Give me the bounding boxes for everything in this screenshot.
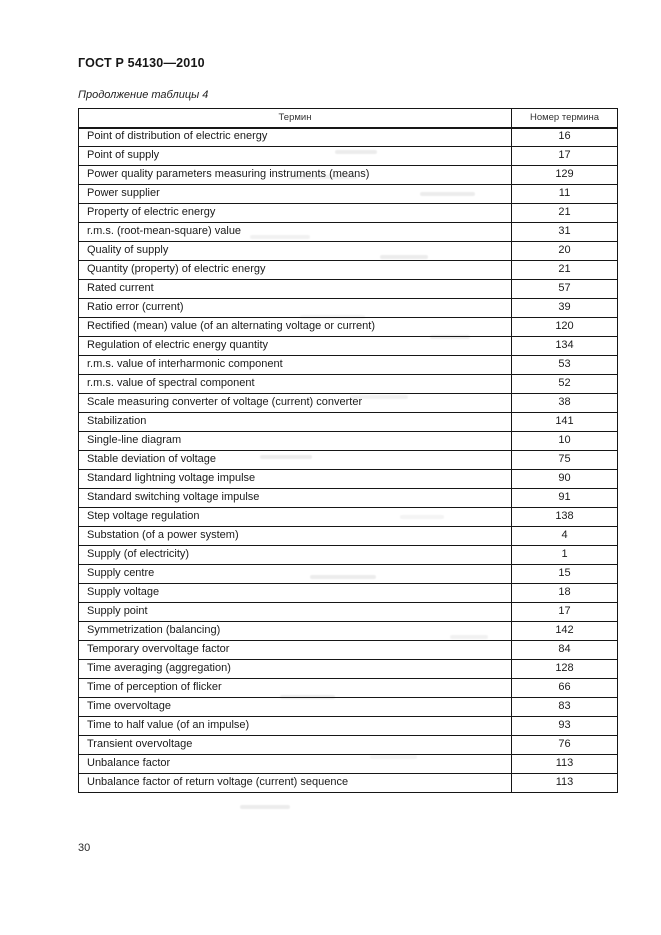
page-number: 30 (78, 842, 91, 854)
term-cell: Scale measuring converter of voltage (current) converter (79, 394, 512, 413)
term-number-cell: 15 (512, 565, 618, 584)
table-row (79, 394, 618, 413)
term-number-cell: 21 (512, 261, 618, 280)
term-cell: Supply voltage (79, 584, 512, 603)
document-header: ГОСТ Р 54130—2010 (78, 56, 205, 70)
table-row (79, 261, 618, 280)
table-row (79, 166, 618, 185)
term-number-cell: 52 (512, 375, 618, 394)
term-number-cell: 10 (512, 432, 618, 451)
term-cell: Time to half value (of an impulse) (79, 717, 512, 736)
table-row (79, 660, 618, 679)
term-number-cell: 84 (512, 641, 618, 660)
term-number-cell: 11 (512, 185, 618, 204)
term-cell: r.m.s. value of interharmonic component (79, 356, 512, 375)
term-cell: Symmetrization (balancing) (79, 622, 512, 641)
table-caption: Продолжение таблицы 4 (78, 89, 209, 101)
term-number-cell: 75 (512, 451, 618, 470)
table-row (79, 223, 618, 242)
term-cell: Time overvoltage (79, 698, 512, 717)
term-number-cell: 138 (512, 508, 618, 527)
term-number-cell: 16 (512, 128, 618, 147)
term-number-cell: 20 (512, 242, 618, 261)
term-number-cell: 38 (512, 394, 618, 413)
table-row (79, 546, 618, 565)
term-number-cell: 113 (512, 755, 618, 774)
table-row (79, 128, 618, 147)
table-row (79, 375, 618, 394)
term-cell: Stable deviation of voltage (79, 451, 512, 470)
term-cell: Quantity (property) of electric energy (79, 261, 512, 280)
term-number-cell: 39 (512, 299, 618, 318)
table-row (79, 527, 618, 546)
table-row (79, 204, 618, 223)
term-cell: Temporary overvoltage factor (79, 641, 512, 660)
term-number-cell: 53 (512, 356, 618, 375)
term-cell: Supply (of electricity) (79, 546, 512, 565)
term-number-cell: 17 (512, 603, 618, 622)
table-row (79, 565, 618, 584)
term-cell: Time averaging (aggregation) (79, 660, 512, 679)
term-number-cell: 129 (512, 166, 618, 185)
term-cell: Property of electric energy (79, 204, 512, 223)
table-row (79, 337, 618, 356)
term-cell: Standard lightning voltage impulse (79, 470, 512, 489)
table-row (79, 603, 618, 622)
table-row (79, 451, 618, 470)
term-number-cell: 120 (512, 318, 618, 337)
table-row (79, 584, 618, 603)
term-number-cell: 93 (512, 717, 618, 736)
term-number-cell: 142 (512, 622, 618, 641)
term-cell: Power supplier (79, 185, 512, 204)
term-number-cell: 57 (512, 280, 618, 299)
term-cell: Unbalance factor of return voltage (current) sequence (79, 774, 512, 793)
term-number-cell: 83 (512, 698, 618, 717)
term-cell: Stabilization (79, 413, 512, 432)
term-cell: Supply point (79, 603, 512, 622)
table-row (79, 299, 618, 318)
term-cell: Rated current (79, 280, 512, 299)
table-row (79, 622, 618, 641)
table-row (79, 736, 618, 755)
term-cell: Time of perception of flicker (79, 679, 512, 698)
term-number-cell: 141 (512, 413, 618, 432)
table-row (79, 470, 618, 489)
table-row (79, 755, 618, 774)
table-row (79, 147, 618, 166)
term-cell: Standard switching voltage impulse (79, 489, 512, 508)
term-number-cell: 76 (512, 736, 618, 755)
term-cell: Unbalance factor (79, 755, 512, 774)
table-row (79, 508, 618, 527)
term-cell: Regulation of electric energy quantity (79, 337, 512, 356)
term-number-cell: 21 (512, 204, 618, 223)
table-row (79, 641, 618, 660)
term-number-cell: 18 (512, 584, 618, 603)
table-row (79, 489, 618, 508)
term-number-cell: 66 (512, 679, 618, 698)
term-number-cell: 4 (512, 527, 618, 546)
term-cell: Power quality parameters measuring instruments (means) (79, 166, 512, 185)
term-number-cell: 134 (512, 337, 618, 356)
table-row (79, 413, 618, 432)
term-number-cell: 90 (512, 470, 618, 489)
table-row (79, 432, 618, 451)
term-cell: Rectified (mean) value (of an alternating voltage or current) (79, 318, 512, 337)
table-row (79, 698, 618, 717)
table-row (79, 679, 618, 698)
term-cell: Ratio error (current) (79, 299, 512, 318)
term-number-cell: 31 (512, 223, 618, 242)
table-body (79, 128, 618, 793)
table-row (79, 242, 618, 261)
table-header-row (79, 109, 618, 128)
term-cell: r.m.s. value of spectral component (79, 375, 512, 394)
term-cell: Single-line diagram (79, 432, 512, 451)
term-number-cell: 17 (512, 147, 618, 166)
term-cell: Step voltage regulation (79, 508, 512, 527)
column-header-term: Термин (79, 109, 512, 128)
term-cell: Point of distribution of electric energy (79, 128, 512, 147)
terms-table (78, 108, 618, 793)
term-number-cell: 1 (512, 546, 618, 565)
table-row (79, 356, 618, 375)
scan-artifact (240, 805, 290, 809)
term-cell: Point of supply (79, 147, 512, 166)
table-row (79, 318, 618, 337)
term-cell: Substation (of a power system) (79, 527, 512, 546)
term-cell: Supply centre (79, 565, 512, 584)
term-cell: Transient overvoltage (79, 736, 512, 755)
term-cell: r.m.s. (root-mean-square) value (79, 223, 512, 242)
term-number-cell: 113 (512, 774, 618, 793)
term-number-cell: 91 (512, 489, 618, 508)
table-row (79, 717, 618, 736)
term-cell: Quality of supply (79, 242, 512, 261)
column-header-term-number: Номер термина (512, 109, 618, 128)
table-row (79, 774, 618, 793)
table-row (79, 280, 618, 299)
term-number-cell: 128 (512, 660, 618, 679)
table-row (79, 185, 618, 204)
